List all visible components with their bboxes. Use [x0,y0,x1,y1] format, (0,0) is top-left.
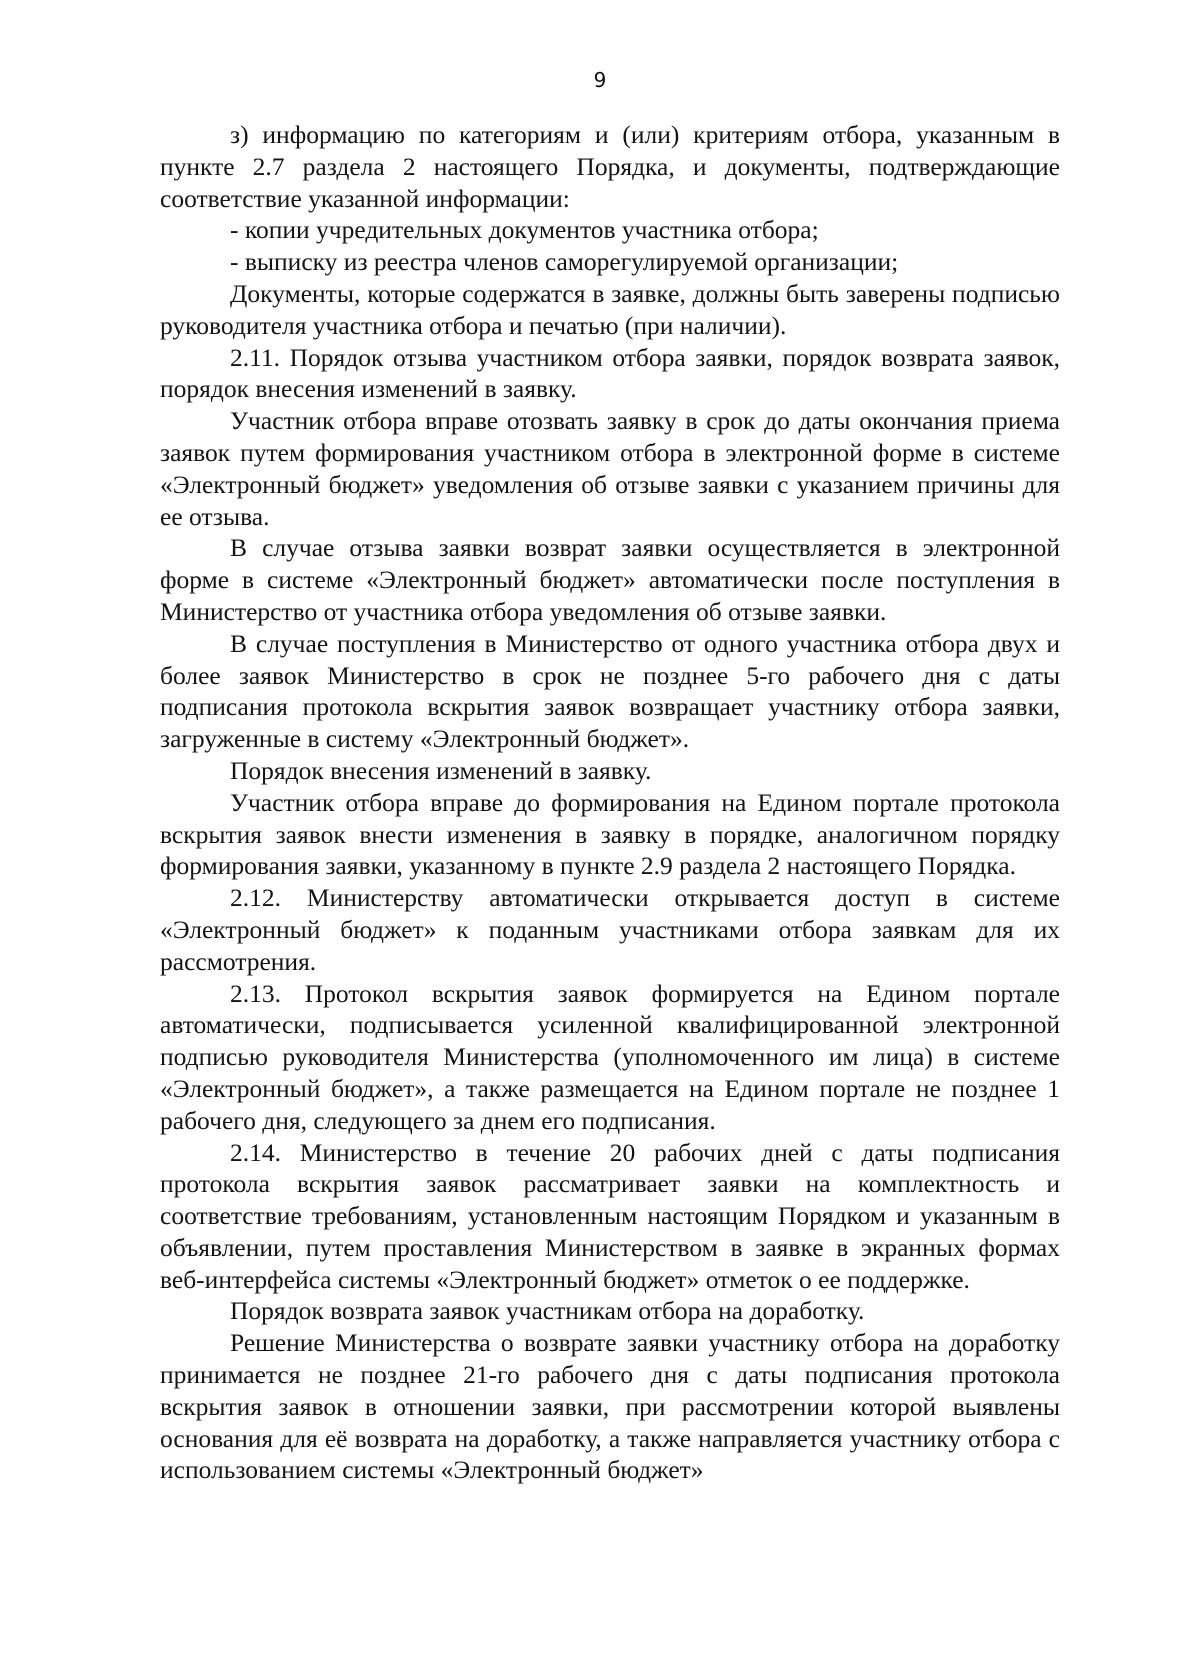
page-number: 9 [593,68,607,92]
section-2-14: 2.14. Министерство в течение 20 рабочих дней с даты подписания протокола вскрытия заявок рассматривает заявки на комплектность и соответствие требованиям, установленным настоящим Порядком и указанным в объявлении, путем проставления Министерством в заявке в экранных формах веб-интерфейса системы «Электронный бюджет» отметок о ее поддержке. [160,1137,1060,1294]
paragraph-withdrawal-return: В случае отзыва заявки возврат заявки осуществляется в электронной форме в системе «Электронный бюджет» автоматически после поступления в Министерство от участника отбора уведомления об отзыве заявки. [160,533,1060,626]
paragraph-return-decision: Решение Министерства о возврате заявки участнику отбора на доработку принимается не позднее 21-го рабочего дня с даты подписания протокола вскрытия заявок в отношении заявки, при рассмотрении которой выявлены основания для её возврата на доработку, а также направляется участнику отбора с использованием системы «Электронный бюджет» [160,1328,1060,1485]
subheading-return-for-revision: Порядок возврата заявок участникам отбора на доработку. [230,1296,865,1326]
paragraph-item-z: з) информацию по категориям и (или) критериям отбора, указанным в пункте 2.7 раздела 2 настоящего Порядка, и документы, подтверждающие соответствие указанной информации: [160,120,1060,213]
section-2-13: 2.13. Протокол вскрытия заявок формируется на Едином портале автоматически, подписывается усиленной квалифицированной электронной подписью руководителя Министерства (уполномоченного им лица) в системе «Электронный бюджет», а также размещается на Едином портале не позднее 1 рабочего дня, следующего за днем его подписания. [160,978,1060,1135]
subheading-amendment-procedure: Порядок внесения изменений в заявку. [230,755,652,785]
section-2-12: 2.12. Министерству автоматически открывается доступ в системе «Электронный бюджет» к поданным участниками отбора заявкам для их рассмотрения. [160,883,1060,976]
bullet-registry-extract: - выписку из реестра членов саморегулируемой организации; [230,247,899,277]
paragraph-amendment-right: Участник отбора вправе до формирования на Едином портале протокола вскрытия заявок внести изменения в заявку в порядке, аналогичном порядку формирования заявки, указанному в пункте 2.9 раздела 2 настоящего Порядка. [160,787,1060,881]
document-body [160,119,1060,1486]
bullet-founding-documents: - копии учредительных документов участника отбора; [230,215,819,245]
section-2-11-heading: 2.11. Порядок отзыва участником отбора заявки, порядок возврата заявок, порядок внесения изменений в заявку. [160,342,1060,404]
paragraph-withdrawal-right: Участник отбора вправе отозвать заявку в срок до даты окончания приема заявок путем формирования участником отбора в электронной форме в системе «Электронный бюджет» уведомления об отзыве заявки с указанием причины для ее отзыва. [160,406,1060,531]
paragraph-multiple-applications: В случае поступления в Министерство от одного участника отбора двух и более заявок Министерство в срок не позднее 5-го рабочего дня с даты подписания протокола вскрытия заявок возвращает участнику отбора заявки, загруженные в систему «Электронный бюджет». [160,628,1060,754]
paragraph-documents-certification: Документы, которые содержатся в заявке, должны быть заверены подписью руководителя участника отбора и печатью (при наличии). [160,278,1060,340]
